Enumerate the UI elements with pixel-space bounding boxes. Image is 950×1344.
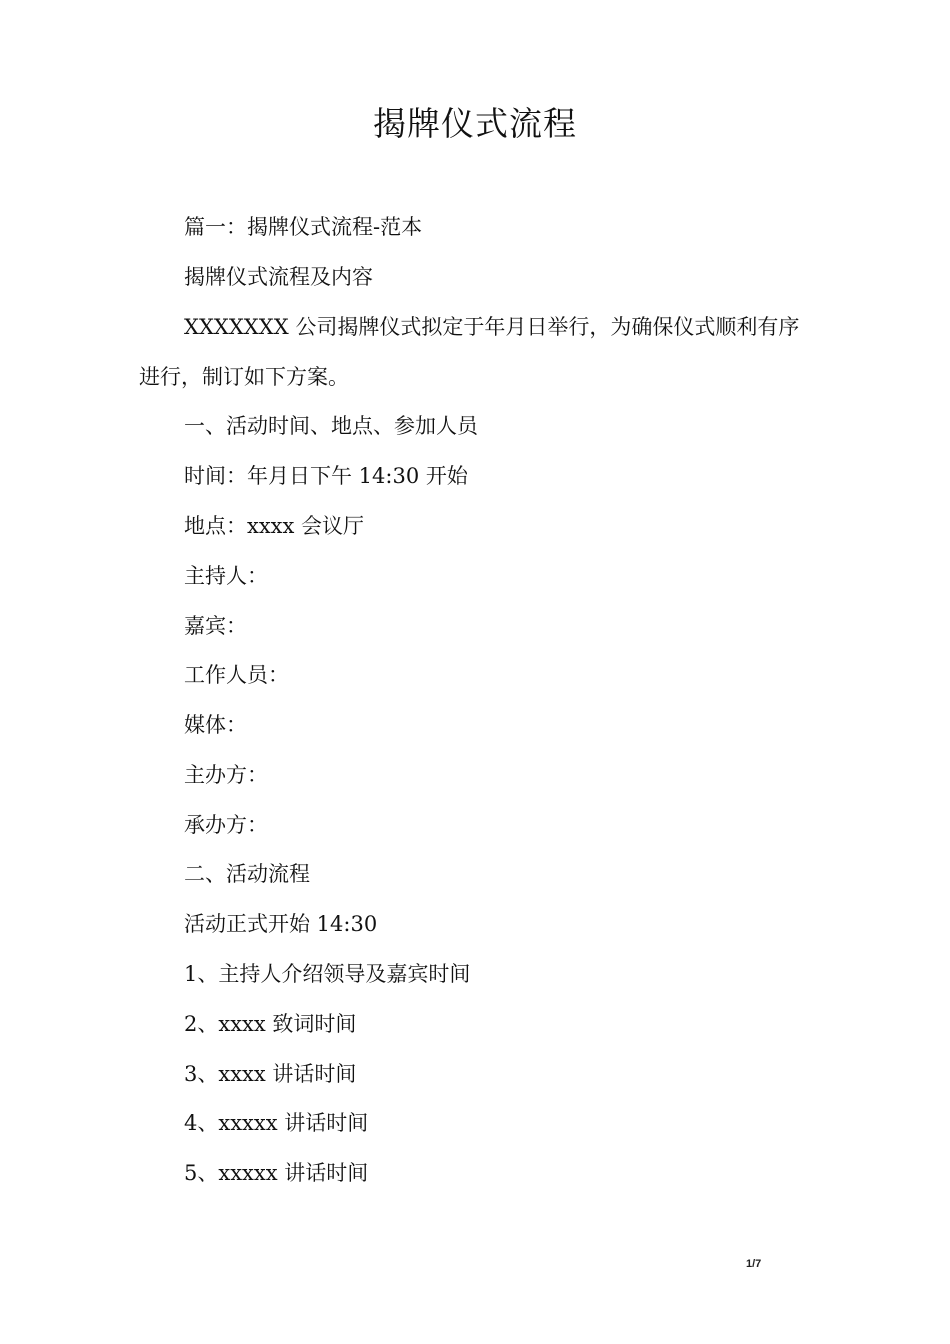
paragraph-line: 媒体： (184, 713, 247, 737)
section-heading: 二、活动流程 (184, 862, 310, 886)
document-title: 揭牌仪式流程 (373, 104, 577, 143)
paragraph-line: 承办方： (184, 813, 268, 837)
paragraph-line: XXXXXXX 公司揭牌仪式拟定于年月日举行，为确保仪式顺利有序 (184, 315, 800, 339)
paragraph-line: 工作人员： (184, 663, 289, 687)
paragraph-line: 主办方： (184, 763, 268, 787)
list-item: 2、xxxx 致词时间 (184, 1012, 357, 1036)
paragraph-line: 活动正式开始 14:30 (184, 912, 378, 936)
page-number: 1/7 (746, 1258, 762, 1270)
list-item: 5、xxxxx 讲话时间 (184, 1161, 369, 1185)
paragraph-line: 主持人： (184, 564, 268, 588)
list-item: 3、xxxx 讲话时间 (184, 1062, 357, 1086)
section-heading: 一、活动时间、地点、参加人员 (184, 414, 478, 438)
list-item: 4、xxxxx 讲话时间 (184, 1111, 369, 1135)
paragraph-line: 时间：年月日下午 14:30 开始 (184, 464, 468, 488)
paragraph-line: 嘉宾： (184, 614, 247, 638)
paragraph-line: 进行，制订如下方案。 (139, 365, 349, 389)
list-item: 1、主持人介绍领导及嘉宾时间 (184, 962, 471, 986)
paragraph-line: 揭牌仪式流程及内容 (184, 265, 373, 289)
paragraph-line: 地点：xxxx 会议厅 (184, 514, 365, 538)
paragraph-line: 篇一：揭牌仪式流程-范本 (184, 215, 423, 239)
